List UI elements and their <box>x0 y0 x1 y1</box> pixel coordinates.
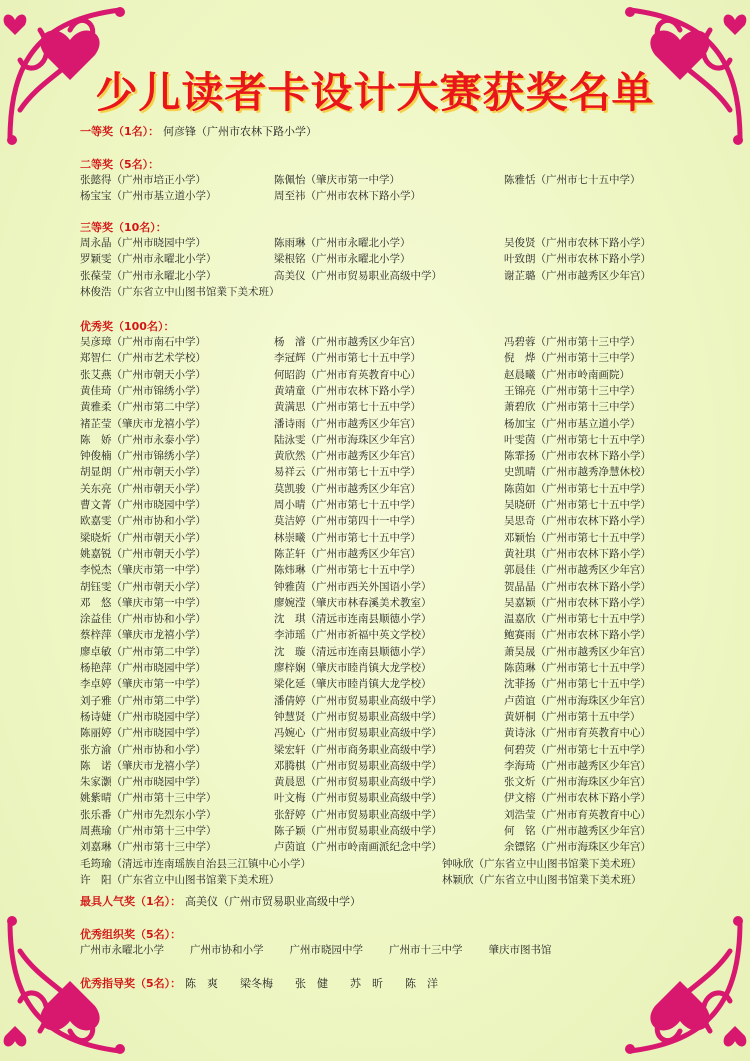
instructor-prize-entry: 梁冬梅 <box>240 977 273 990</box>
excellence-prize-winner-entry: 欧嘉雯（广州市协和小学） <box>80 515 206 528</box>
instructor-prize-list <box>185 977 460 990</box>
excellence-prize-winner-entry: 何 铭（广州市越秀区少年宫） <box>504 825 651 837</box>
excellence-prize-winner-entry: 胡显朗（广州市朝天小学） <box>80 466 206 479</box>
excellence-prize-winner-entry: 吴嘉颖（广州市农林下路小学） <box>504 596 651 609</box>
excellence-prize-row <box>80 742 680 758</box>
excellence-prize-row <box>80 497 680 513</box>
excellence-prize-winner-entry: 吴思奇（广州市农林下路小学） <box>504 515 651 528</box>
excellence-prize-winner-entry: 钟咏欣（广东省立中山图书馆業下美术班） <box>442 857 642 870</box>
excellence-prize-winner-entry: 胡钰雯（广州市朝天小学） <box>80 580 206 593</box>
excellence-prize-winner-entry: 陈丽婷（广州市晓园中学） <box>80 727 206 740</box>
third-prize-winner-entry: 张葆莹（广州市永曜北小学） <box>80 269 217 282</box>
excellence-prize-winner-entry: 黄雅柔（广州市第二中学） <box>80 401 206 414</box>
excellence-prize-winner-entry: 梁宏轩（广州市商务职业高级中学） <box>274 743 442 756</box>
excellence-prize-row <box>80 562 680 578</box>
excellence-prize-winner-entry: 钟慧贤（广州市贸易职业高级中学） <box>274 710 442 723</box>
excellence-prize-winner-entry: 黄晨恩（广州市贸易职业高级中学） <box>274 776 442 789</box>
excellence-prize-row <box>80 432 680 448</box>
excellence-prize-winner-entry: 吴晓研（广州市第七十五中学） <box>504 499 651 511</box>
instructor-prize-entry: 张 健 <box>295 977 328 990</box>
second-prize-row <box>80 188 680 204</box>
organizer-prize-entry: 肇庆市图书馆 <box>488 944 552 956</box>
excellence-prize-row <box>80 546 680 562</box>
excellence-prize-winner-entry: 李海琦（广州市越秀区少年宫） <box>504 759 651 772</box>
second-prize-row <box>80 172 680 188</box>
excellence-prize-row <box>80 856 680 872</box>
third-prize-winner-entry: 谢芷璐（广州市越秀区少年宫） <box>504 269 651 282</box>
second-prize-heading: 二等奖（5名）： <box>80 158 160 171</box>
third-prize-row <box>80 284 680 300</box>
excellence-prize-row <box>80 774 680 790</box>
excellence-prize-winner-entry: 郑智仁（广州市艺术学校） <box>80 352 206 365</box>
excellence-prize-winner-entry: 陈茵琳（广州市第七十五中学） <box>504 662 651 674</box>
excellence-prize-winner-entry: 廖梓娴（肇庆市睦肖镇大龙学校） <box>274 662 432 674</box>
excellence-prize-winner-entry: 周燕瑜（广州市第十三中学） <box>80 825 217 837</box>
third-prize-row <box>80 268 680 284</box>
third-prize-row <box>80 235 680 251</box>
excellence-prize-winner-entry: 蔡梓萍（肇庆市龙禧小学） <box>80 629 206 642</box>
second-prize-winner-entry: 陈佩怡（肇庆市第一中学） <box>274 174 400 186</box>
excellence-prize-winner-entry: 朱家灏（广州市晓园中学） <box>80 776 206 789</box>
excellence-prize-winner-entry: 陈霏扬（广州市农林下路小学） <box>504 450 651 463</box>
instructor-prize-entry: 苏 昕 <box>350 977 383 990</box>
excellence-prize-winner-entry: 吴彦璋（广州市南石中学） <box>80 336 206 348</box>
excellence-prize-winner-entry: 林崇曦（广州市第七十五中学） <box>274 531 421 544</box>
excellence-prize-winner-entry: 鲍赛雨（广州市农林下路小学） <box>504 629 651 642</box>
excellence-prize-winner-entry: 何昭韵（广州市育英教育中心） <box>274 368 421 381</box>
excellence-prize-row <box>80 513 680 529</box>
second-prize-winner-entry: 张懿得（广州市培正小学） <box>80 174 206 186</box>
excellence-prize-winner-entry: 莫凯骏（广州市越秀区少年宫） <box>274 482 421 495</box>
excellence-prize-winner-entry: 沈菲扬（广州市第七十五中学） <box>504 678 651 691</box>
excellence-prize-row <box>80 399 680 415</box>
excellence-prize-row <box>80 758 680 774</box>
excellence-prize-winner-entry: 邓颖怡（广州市第七十五中学） <box>504 531 651 544</box>
excellence-prize-winner-entry: 何碧荧（广州市第七十五中学） <box>504 743 651 756</box>
excellence-prize-winner-entry: 梁化延（肇庆市睦肖镇大龙学校） <box>274 678 432 691</box>
excellence-prize-winner-entry: 张舒婷（广州市贸易职业高级中学） <box>274 808 442 821</box>
excellence-prize-row <box>80 823 680 839</box>
excellence-prize-winner-entry: 黄妍桐（广州市第十五中学） <box>504 710 641 723</box>
excellence-prize-row <box>80 595 680 611</box>
excellence-prize-row <box>80 676 680 692</box>
organizer-prize-entry: 广州市晓园中学 <box>289 944 363 956</box>
excellence-prize-winner-entry: 潘诗雨（广州市越秀区少年宫） <box>274 417 421 430</box>
excellence-prize-row <box>80 464 680 480</box>
second-prize-winner-entry: 周至祎（广州市农林下路小学） <box>274 190 421 203</box>
excellence-prize-winner-entry: 张文炘（广州市海珠区少年宫） <box>504 776 651 789</box>
excellence-prize-winner-entry: 陈茵如（广州市第七十五中学） <box>504 482 651 495</box>
excellence-prize-row <box>80 709 680 725</box>
excellence-prize-winner-entry: 涂益佳（广州市协和小学） <box>80 613 206 626</box>
popular-prize-winner: 高美仪（广州市贸易职业高级中学） <box>185 895 361 908</box>
excellence-prize-winner-entry: 陈 诺（肇庆市龙禧小学） <box>80 759 206 772</box>
instructor-prize-section <box>80 975 460 991</box>
third-prize-row <box>80 251 680 267</box>
organizer-prize-entry: 广州市十三中学 <box>389 944 463 956</box>
excellence-prize-row <box>80 383 680 399</box>
excellence-prize-winner-entry: 林颖欣（广东省立中山图书馆業下美术班） <box>442 873 642 886</box>
excellence-prize-winner-entry: 黄欣然（广州市越秀区少年宫） <box>274 450 421 463</box>
excellence-prize-winner-entry: 萧昊晟（广州市越秀区少年宫） <box>504 645 651 658</box>
excellence-prize-winner-entry: 黄佳琦（广州市锦绣小学） <box>80 384 206 397</box>
excellence-prize-winner-entry: 黄靖童（广州市农林下路小学） <box>274 384 421 397</box>
excellence-prize-winner-entry: 陆泳雯（广州市海珠区少年宫） <box>274 433 421 446</box>
organizer-prize-list <box>80 942 578 957</box>
excellence-prize-winner-entry: 陈炜琳（广州市第七十五中学） <box>274 564 421 577</box>
organizer-prize-entry: 广州市永曜北小学 <box>80 944 164 956</box>
popular-prize-section <box>80 893 361 909</box>
excellence-prize-row <box>80 530 680 546</box>
excellence-prize-winner-entry: 杨艳萍（广州市晓园中学） <box>80 662 206 674</box>
excellence-prize-heading: 优秀奖（100名）： <box>80 320 175 333</box>
excellence-prize-winner-entry: 陈子颖（广州市贸易职业高级中学） <box>274 825 442 837</box>
excellence-prize-winner-entry: 刘浩莹（广州市育英教育中心） <box>504 808 651 821</box>
excellence-prize-row <box>80 416 680 432</box>
excellence-prize-winner-entry: 曹文菁（广州市晓园中学） <box>80 499 206 511</box>
excellence-prize-winner-entry: 邓腾棋（广州市贸易职业高级中学） <box>274 759 442 772</box>
excellence-prize-winner-entry: 温嘉欣（广州市第七十五中学） <box>504 613 651 626</box>
excellence-prize-winner-entry: 廖婉滢（肇庆市林春溪美术教室） <box>274 596 432 609</box>
excellence-prize-winner-entry: 姚嘉锐（广州市朝天小学） <box>80 547 206 560</box>
excellence-prize-winner-entry: 廖卓敏（广州市第二中学） <box>80 645 206 658</box>
excellence-prize-winner-entry: 杨诗婕（广州市晓园中学） <box>80 710 206 723</box>
popular-prize-heading: 最具人气奖（1名）： <box>80 895 182 908</box>
excellence-prize-winner-entry: 毛筠瑜（清远市连南瑶族自治县三江镇中心小学） <box>80 857 311 870</box>
excellence-prize-winner-entry: 冯婉心（广州市贸易职业高级中学） <box>274 727 442 740</box>
excellence-prize-row <box>80 725 680 741</box>
instructor-prize-heading: 优秀指导奖（5名）： <box>80 977 182 990</box>
excellence-prize-winner-entry: 贺晶晶（广州市农林下路小学） <box>504 580 651 593</box>
excellence-prize-winner-entry: 伊文榕（广州市农林下路小学） <box>504 792 651 805</box>
second-prize-winner-entry: 杨宝宝（广州市基立道小学） <box>80 190 217 203</box>
third-prize-winner-entry: 高美仪（广州市贸易职业高级中学） <box>274 269 442 282</box>
page-title: 少儿读者卡设计大赛获奖名单 <box>95 68 655 117</box>
excellence-prize-winner-entry: 陈芷轩（广州市越秀区少年宫） <box>274 547 421 560</box>
excellence-prize-winner-entry: 史凯晴（广州市越秀净慧休校） <box>504 466 651 479</box>
excellence-prize-winner-entry: 张乐番（广州市先烈东小学） <box>80 808 217 821</box>
floral-ornament-bottom-right <box>600 911 750 1061</box>
instructor-prize-entry: 陈 爽 <box>185 977 218 990</box>
excellence-prize-winner-entry: 萧碧欣（广州市第十三中学） <box>504 401 641 414</box>
excellence-prize-row <box>80 367 680 383</box>
excellence-prize-winner-entry: 陈 娇（广州市永泰小学） <box>80 433 206 446</box>
excellence-prize-row <box>80 448 680 464</box>
excellence-prize-winner-entry: 褚芷莹（肇庆市龙禧小学） <box>80 417 206 430</box>
first-prize-heading: 一等奖（1名）： <box>80 125 160 138</box>
excellence-prize-row <box>80 611 680 627</box>
third-prize-winner-entry: 陈雨琳（广州市永曜北小学） <box>274 237 411 249</box>
excellence-prize-winner-entry: 杨加宝（广州市基立道小学） <box>504 417 641 430</box>
third-prize-winner-entry: 周永晶（广州市晓园中学） <box>80 237 206 249</box>
excellence-prize-winner-entry: 周小晴（广州市第七十五中学） <box>274 499 421 511</box>
excellence-prize-row <box>80 350 680 366</box>
third-prize-heading: 三等奖（10名）： <box>80 221 167 234</box>
excellence-prize-winner-entry: 梁晓炘（广州市朝天小学） <box>80 531 206 544</box>
excellence-prize-row <box>80 872 680 888</box>
excellence-prize-winner-entry: 黄社琪（广州市农林下路小学） <box>504 547 651 560</box>
excellence-prize-winner-entry: 冯碧蓉（广州市第十三中学） <box>504 336 641 348</box>
excellence-prize-winner-entry: 倪 烨（广州市第十三中学） <box>504 352 641 365</box>
excellence-prize-winner-entry: 邓 悠（肇庆市第一中学） <box>80 596 206 609</box>
excellence-prize-winner-entry: 郭晨佳（广州市越秀区少年宫） <box>504 564 651 577</box>
excellence-prize-row <box>80 334 680 350</box>
excellence-prize-row <box>80 790 680 806</box>
excellence-prize-winner-entry: 张方渝（广州市协和小学） <box>80 743 206 756</box>
excellence-prize-winner-entry: 钟雅茵（广州市西关外国语小学） <box>274 580 432 593</box>
excellence-prize-row <box>80 481 680 497</box>
excellence-prize-winner-entry: 张艾燕（广州市朝天小学） <box>80 368 206 381</box>
excellence-prize-winner-entry: 沈 琪（清远市连南县顺德小学） <box>274 613 432 626</box>
excellence-prize-winner-entry: 李冠辉（广州市第七十五中学） <box>274 352 421 365</box>
excellence-prize-winner-entry: 李悦杰（肇庆市第一中学） <box>80 564 206 577</box>
excellence-prize-winner-entry: 卢茵谊（广州市海珠区少年宫） <box>504 694 651 707</box>
second-prize-winner-entry: 陈雅恬（广州市七十五中学） <box>504 174 641 186</box>
third-prize-winner-entry: 梁根铭（广州市永曜北小学） <box>274 253 411 266</box>
excellence-prize-row <box>80 579 680 595</box>
excellence-prize-winner-entry: 赵晨曦（广州市岭南画院） <box>504 368 630 381</box>
excellence-prize-winner-entry: 莫洁婷（广州市第四十一中学） <box>274 515 421 528</box>
excellence-prize-winner-entry: 黄满思（广州市第七十五中学） <box>274 401 421 414</box>
excellence-prize-winner-entry: 潘倩婷（广州市贸易职业高级中学） <box>274 694 442 707</box>
excellence-prize-winner-entry: 黄诗泳（广州市育英教育中心） <box>504 727 651 740</box>
excellence-prize-winner-entry: 许 阳（广东省立中山图书馆業下美术班） <box>80 873 280 886</box>
excellence-prize-winner-entry: 钟俊楠（广州市锦绣小学） <box>80 450 206 463</box>
excellence-prize-winner-entry: 易祥云（广州市第七十五中学） <box>274 466 421 479</box>
excellence-prize-row <box>80 807 680 823</box>
third-prize-winner-entry: 罗颖雯（广州市永曜北小学） <box>80 253 217 266</box>
excellence-prize-winner-entry: 王锦亮（广州市第十三中学） <box>504 384 641 397</box>
excellence-prize-winner-entry: 李沛瑶（广州市祈福中英文学校） <box>274 629 432 642</box>
first-prize-winner: 何彦锋（广州市农林下路小学） <box>163 125 317 138</box>
excellence-prize-winner-entry: 沈 璇（清远市连南县顺德小学） <box>274 645 432 658</box>
excellence-prize-row <box>80 627 680 643</box>
excellence-prize-winner-entry: 余镖铭（广州市海珠区少年宫） <box>504 841 651 854</box>
excellence-prize-winner-entry: 关东亮（广州市朝天小学） <box>80 482 206 495</box>
excellence-prize-winner-entry: 刘子雅（广州市第二中学） <box>80 694 206 707</box>
first-prize-section <box>80 123 317 139</box>
excellence-prize-winner-entry: 叶文梅（广州市贸易职业高级中学） <box>274 792 442 805</box>
organizer-prize-heading: 优秀组织奖（5名）： <box>80 928 182 941</box>
organizer-prize-entry: 广州市协和小学 <box>190 944 264 956</box>
excellence-prize-row <box>80 839 680 855</box>
excellence-prize-row <box>80 693 680 709</box>
excellence-prize-winner-entry: 姚紫晴（广州市第十三中学） <box>80 792 217 805</box>
third-prize-winner-entry: 林俊浩（广东省立中山图书馆業下美术班） <box>80 285 280 298</box>
excellence-prize-winner-entry: 刘嘉琳（广州市第十三中学） <box>80 841 217 854</box>
third-prize-winner-entry: 叶致朗（广州市农林下路小学） <box>504 253 651 266</box>
excellence-prize-row <box>80 644 680 660</box>
third-prize-winner-entry: 吴俊贤（广州市农林下路小学） <box>504 237 651 249</box>
instructor-prize-entry: 陈 洋 <box>405 977 438 990</box>
excellence-prize-winner-entry: 李卓婷（肇庆市第一中学） <box>80 678 206 691</box>
excellence-prize-winner-entry: 卢茵谊（广州市岭南画派纪念中学） <box>274 841 442 854</box>
excellence-prize-winner-entry: 杨 濬（广州市越秀区少年宫） <box>274 336 421 348</box>
excellence-prize-row <box>80 660 680 676</box>
excellence-prize-winner-entry: 叶雯茵（广州市第七十五中学） <box>504 433 651 446</box>
